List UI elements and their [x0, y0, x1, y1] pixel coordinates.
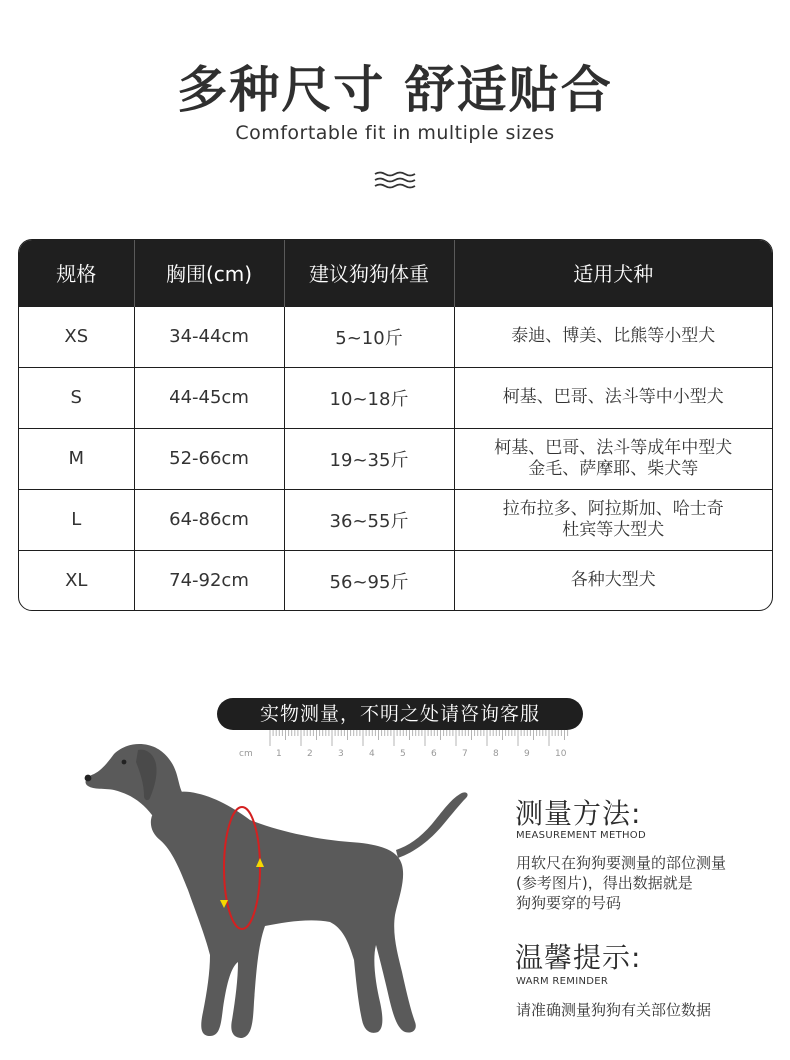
cell-weight: 5~10斤 [284, 306, 454, 367]
breed-line: 拉布拉多、阿拉斯加、哈士奇 [502, 498, 724, 519]
cell-breeds [454, 367, 772, 428]
cell-chest: 44-45cm [134, 367, 284, 428]
ruler-number: 5 [400, 749, 406, 759]
cell-weight: 10~18斤 [284, 367, 454, 428]
ruler-number: 2 [307, 749, 313, 759]
breed-line: 柯基、巴哥、法斗等中小型犬 [502, 387, 724, 407]
dog-body [86, 744, 468, 1038]
table-row [19, 489, 772, 550]
ruler-number: 10 [555, 749, 567, 759]
wave-lines-icon [374, 170, 416, 190]
method-line: 用软尺在狗狗要测量的部位测量 [516, 854, 727, 872]
dog-eye [122, 760, 127, 765]
breed-line: 各种大型犬 [570, 570, 656, 591]
cell-breeds [454, 306, 772, 367]
breed-line: 泰迪、博美、比熊等小型犬 [511, 326, 716, 346]
breed-line: 柯基、巴哥、法斗等成年中型犬 [494, 437, 733, 458]
ruler-unit-label: cm [239, 749, 253, 759]
ruler-number: 6 [431, 749, 437, 759]
cell-size: M [19, 428, 134, 489]
tip-title: 温馨提示: [515, 941, 642, 974]
ruler-number: 4 [369, 749, 375, 759]
table-row [19, 428, 772, 489]
method-subtitle: MEASUREMENT METHOD [516, 830, 646, 841]
cell-breeds [454, 428, 772, 489]
method-line: 狗狗要穿的号码 [516, 894, 622, 912]
cell-size: L [19, 489, 134, 550]
cell-breeds [454, 489, 772, 550]
cell-size: XS [19, 306, 134, 367]
measure-banner: 实物测量，不明之处请咨询客服 [217, 698, 583, 730]
cell-breeds [454, 550, 772, 611]
ruler-number: 7 [462, 749, 468, 759]
table-row [19, 367, 772, 428]
ruler-number: 1 [276, 749, 282, 759]
ruler-number: 3 [338, 749, 344, 759]
header-size: 规格 [19, 240, 134, 306]
breed-line: 杜宾等大型犬 [562, 519, 665, 540]
header-chest: 胸围(cm) [134, 240, 284, 306]
header-breeds: 适用犬种 [454, 240, 772, 306]
method-description [516, 853, 776, 913]
dog-silhouette-image [80, 740, 480, 1045]
cell-size: S [19, 367, 134, 428]
tip-description: 请准确测量狗狗有关部位数据 [516, 1001, 712, 1019]
cell-weight: 36~55斤 [284, 489, 454, 550]
table-row [19, 306, 772, 367]
dog-nose [85, 775, 92, 782]
header-weight: 建议狗狗体重 [284, 240, 454, 306]
cell-chest: 52-66cm [134, 428, 284, 489]
cell-chest: 74-92cm [134, 550, 284, 611]
page-title: 多种尺寸 舒适贴合 [177, 61, 613, 119]
size-chart-table [18, 239, 773, 611]
ruler-number: 8 [493, 749, 499, 759]
cell-chest: 64-86cm [134, 489, 284, 550]
table-header-row [19, 240, 772, 306]
tip-subtitle: WARM REMINDER [516, 976, 609, 987]
breed-line: 金毛、萨摩耶、柴犬等 [528, 458, 699, 479]
table-row [19, 550, 772, 611]
cell-size: XL [19, 550, 134, 611]
method-title: 测量方法: [515, 797, 642, 830]
cell-weight: 56~95斤 [284, 550, 454, 611]
cell-chest: 34-44cm [134, 306, 284, 367]
cell-weight: 19~35斤 [284, 428, 454, 489]
ruler-number: 9 [524, 749, 530, 759]
method-line: (参考图片)，得出数据就是 [516, 874, 693, 892]
page-subtitle: Comfortable fit in multiple sizes [235, 122, 555, 144]
